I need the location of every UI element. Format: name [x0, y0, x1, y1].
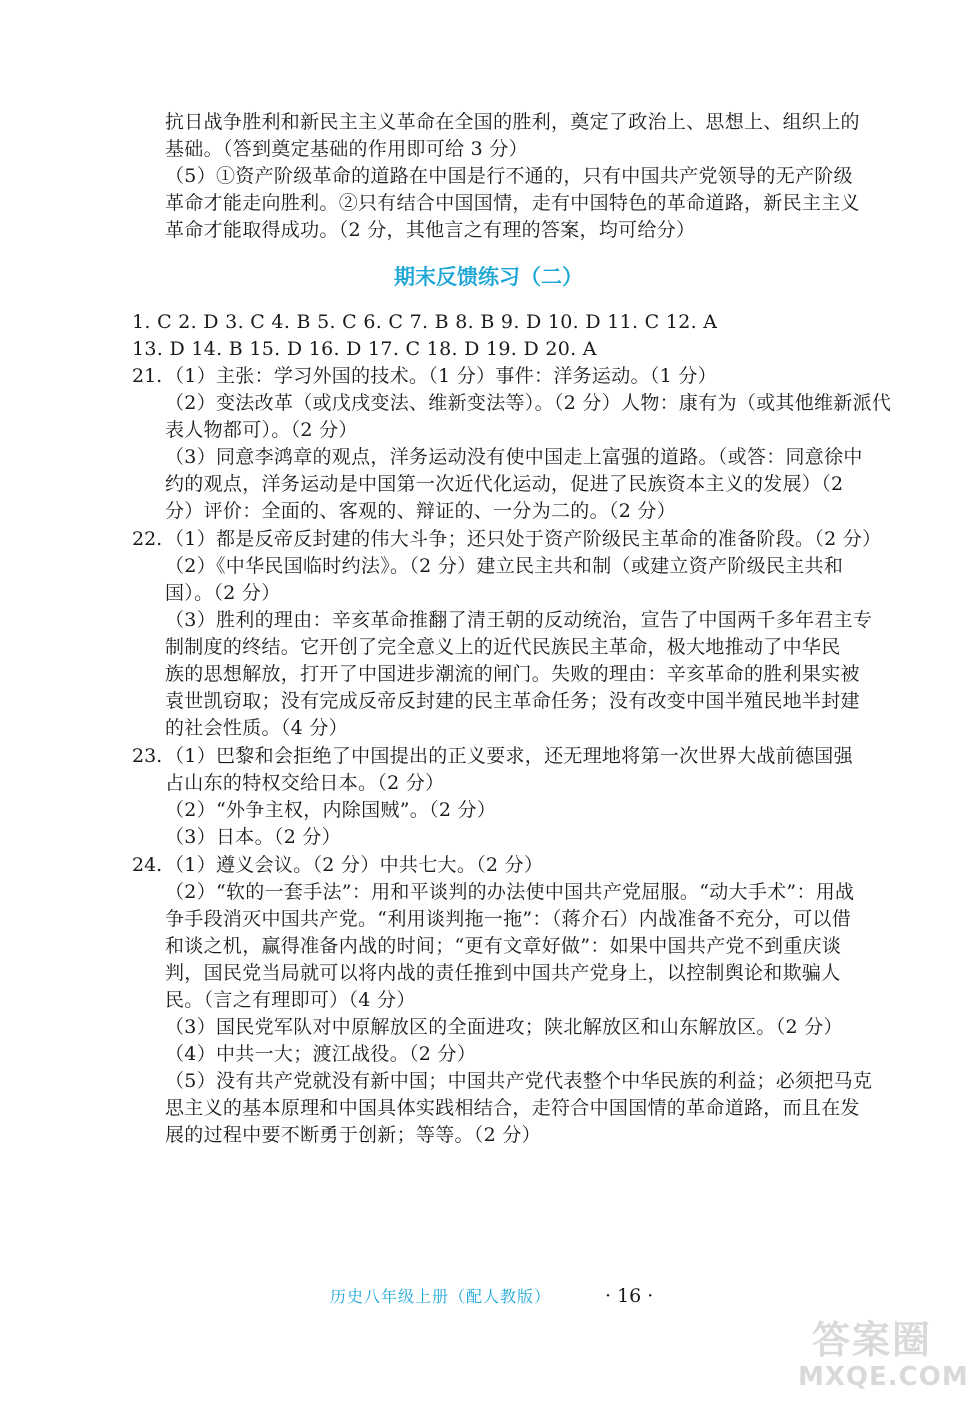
text-line: （2）“外争主权，内除国贼”。（2 分）	[165, 799, 497, 821]
text-line: （2）变法改革（或戊戌变法、维新变法等）。（2 分）人物：康有为（或其他维新派代	[165, 392, 892, 414]
watermark-logo	[790, 1318, 968, 1394]
text-line: 民。（言之有理即可）（4 分）	[165, 989, 416, 1011]
text-line: 革命才能取得成功。（2 分，其他言之有理的答案，均可给分）	[165, 219, 696, 241]
text-line: 族的思想解放，打开了中国进步潮流的闸门。失败的理由：辛亥革命的胜利果实被	[165, 663, 860, 685]
text-line: 展的过程中要不断勇于创新；等等。（2 分）	[165, 1124, 541, 1146]
text-line: 表人物都可）。（2 分）	[165, 419, 358, 441]
question-number: 21.	[132, 365, 163, 387]
text-line: 抗日战争胜利和新民主主义革命在全国的胜利，奠定了政治上、思想上、组织上的	[165, 111, 860, 133]
text-line: （5）①资产阶级革命的道路在中国是行不通的，只有中国共产党领导的无产阶级	[165, 165, 853, 187]
text-line: 国）。（2 分）	[165, 582, 281, 604]
mc-answers-line: 1. C 2. D 3. C 4. B 5. C 6. C 7. B 8. B 9. D 10. D 11. C 12. A	[132, 311, 718, 333]
text-line: （3）国民党军队对中原解放区的全面进攻；陕北解放区和山东解放区。（2 分）	[165, 1016, 843, 1038]
watermark-text-bottom: MXQE.COM	[798, 1362, 969, 1392]
section-title: 期末反馈练习（二）	[394, 265, 583, 289]
text-line: （2）“软的一套手法”：用和平谈判的办法使中国共产党屈服。“动大手术”：用战	[165, 881, 855, 903]
question-number: 24.	[132, 854, 163, 876]
text-line: 和谈之机，赢得准备内战的时间；“更有文章好做”：如果中国共产党不到重庆谈	[165, 935, 842, 957]
text-line: 占山东的特权交给日本。（2 分）	[165, 772, 445, 794]
text-line: （3）同意李鸿章的观点，洋务运动没有使中国走上富强的道路。（或答：同意徐中	[165, 446, 863, 468]
text-line: 争手段消灭中国共产党。“利用谈判拖一拖”：（蒋介石）内战准备不充分，可以借	[165, 908, 852, 930]
text-line: （1）都是反帝反封建的伟大斗争；还只处于资产阶级民主革命的准备阶段。（2 分）	[165, 528, 882, 550]
text-line: （1）巴黎和会拒绝了中国提出的正义要求，还无理地将第一次世界大战前德国强	[165, 745, 853, 767]
text-line: 制制度的终结。它开创了完全意义上的近代民族民主革命，极大地推动了中华民	[165, 636, 841, 658]
footer-book-title: 历史八年级上册（配人教版）	[330, 1287, 552, 1306]
text-line: （1）遵义会议。（2 分）中共七大。（2 分）	[165, 854, 544, 876]
text-line: 的社会性质。（4 分）	[165, 717, 348, 739]
watermark-text-top: 答案圈	[812, 1318, 933, 1362]
text-line: 判，国民党当局就可以将内战的责任推到中国共产党身上，以控制舆论和欺骗人	[165, 962, 841, 984]
text-line: 革命才能走向胜利。②只有结合中国国情，走有中国特色的革命道路，新民主主义	[165, 192, 860, 214]
text-line: 约的观点，洋务运动是中国第一次近代化运动，促进了民族资本主义的发展）（2	[165, 473, 844, 495]
text-line: （4）中共一大；渡江战役。（2 分）	[165, 1043, 477, 1065]
mc-answers-line: 13. D 14. B 15. D 16. D 17. C 18. D 19. D 20. A	[132, 338, 597, 360]
text-line: （3）日本。（2 分）	[165, 826, 342, 848]
text-line: （2）《中华民国临时约法》。（2 分）建立民主共和制（或建立资产阶级民主共和	[165, 555, 844, 577]
text-line: 袁世凯窃取；没有完成反帝反封建的民主革命任务；没有改变中国半殖民地半封建	[165, 690, 860, 712]
text-line: （1）主张：学习外国的技术。（1 分）事件：洋务运动。（1 分）	[165, 365, 717, 387]
question-number: 23.	[132, 745, 163, 767]
text-line: 思主义的基本原理和中国具体实践相结合，走符合中国国情的革命道路，而且在发	[165, 1097, 860, 1119]
page-number: · 16 ·	[605, 1285, 654, 1307]
text-line: 基础。（答到奠定基础的作用即可给 3 分）	[165, 138, 528, 160]
text-line: （5）没有共产党就没有新中国；中国共产党代表整个中华民族的利益；必须把马克	[165, 1070, 873, 1092]
text-line: 分）评价：全面的、客观的、辩证的、一分为二的。（2 分）	[165, 500, 677, 522]
text-line: （3）胜利的理由：辛亥革命推翻了清王朝的反动统治，宣告了中国两千多年君主专	[165, 609, 873, 631]
question-number: 22.	[132, 528, 163, 550]
